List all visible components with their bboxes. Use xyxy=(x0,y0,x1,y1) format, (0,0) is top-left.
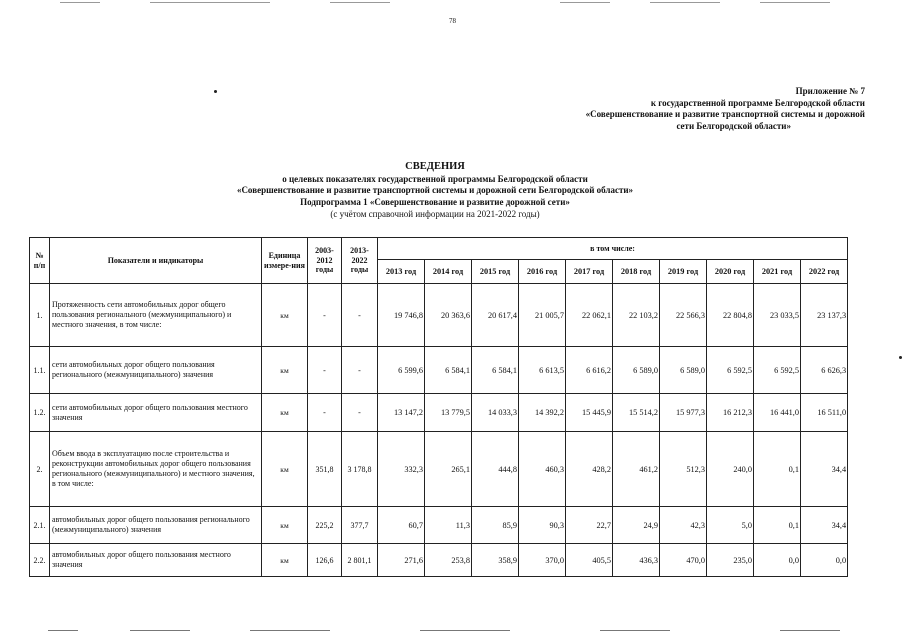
row-value: 34,4 xyxy=(801,507,848,544)
row-value: 6 599,6 xyxy=(378,347,425,394)
header-year: 2015 год xyxy=(472,260,519,284)
row-unit: км xyxy=(262,394,308,432)
annex-line: сети Белгородской области» xyxy=(676,121,791,132)
row-value: 6 584,1 xyxy=(472,347,519,394)
header-year: 2022 год xyxy=(801,260,848,284)
row-value: 6 592,5 xyxy=(707,347,754,394)
row-num: 1.2. xyxy=(30,394,50,432)
row-value: 16 441,0 xyxy=(754,394,801,432)
row-value: 20 363,6 xyxy=(425,284,472,347)
row-value: 358,9 xyxy=(472,544,519,577)
annex-block xyxy=(500,86,865,133)
row-value: 470,0 xyxy=(660,544,707,577)
header-year: 2021 год xyxy=(754,260,801,284)
row-num: 1.1. xyxy=(30,347,50,394)
row-value: 6 626,3 xyxy=(801,347,848,394)
annex-line: «Совершенствование и развитие транспортной системы и дорожной xyxy=(585,109,865,120)
header-unit: Единица измере-ния xyxy=(262,238,308,284)
table-row xyxy=(30,347,848,394)
row-value: 15 977,3 xyxy=(660,394,707,432)
row-2013-2022: - xyxy=(342,284,378,347)
row-value: 332,3 xyxy=(378,432,425,507)
row-value: 6 592,5 xyxy=(754,347,801,394)
header-year: 2016 год xyxy=(519,260,566,284)
indicators-table xyxy=(29,237,848,577)
row-unit: км xyxy=(262,347,308,394)
row-value: 405,5 xyxy=(566,544,613,577)
header-num: № п/п xyxy=(30,238,50,284)
heading-line: о целевых показателях государственной программы Белгородской области xyxy=(282,173,588,184)
row-2003-2012: 126,6 xyxy=(308,544,342,577)
header-year: 2019 год xyxy=(660,260,707,284)
table-row xyxy=(30,432,848,507)
document-heading xyxy=(150,160,720,220)
row-num: 2.2. xyxy=(30,544,50,577)
row-value: 16 212,3 xyxy=(707,394,754,432)
row-value: 20 617,4 xyxy=(472,284,519,347)
heading-note: (с учётом справочной информации на 2021-2022 годы) xyxy=(330,208,540,219)
table-row xyxy=(30,284,848,347)
row-2003-2012: - xyxy=(308,394,342,432)
header-name: Показатели и индикаторы xyxy=(50,238,262,284)
row-2013-2022: 2 801,1 xyxy=(342,544,378,577)
row-value: 0,1 xyxy=(754,507,801,544)
heading-subprogram: Подпрограмма 1 «Совершенствование и развитие дорожной сети» xyxy=(300,197,570,208)
table-row xyxy=(30,394,848,432)
row-name: сети автомобильных дорог общего пользования местного значения xyxy=(50,394,262,432)
row-value: 265,1 xyxy=(425,432,472,507)
row-value: 22 804,8 xyxy=(707,284,754,347)
row-2013-2022: - xyxy=(342,347,378,394)
row-value: 6 613,5 xyxy=(519,347,566,394)
header-year: 2020 год xyxy=(707,260,754,284)
row-value: 14 392,2 xyxy=(519,394,566,432)
row-num: 2. xyxy=(30,432,50,507)
row-value: 22,7 xyxy=(566,507,613,544)
row-value: 13 779,5 xyxy=(425,394,472,432)
page-number: 78 xyxy=(449,17,456,25)
row-name: Протяженность сети автомобильных дорог общего пользования регионального (межмуниципального) и местного значения, в том числе: xyxy=(50,284,262,347)
row-name: Объем ввода в эксплуатацию после строительства и реконструкции автомобильных дорог общего пользования регионального (межмуниципального) и местного значения, в том числе: xyxy=(50,432,262,507)
row-value: 24,9 xyxy=(613,507,660,544)
row-value: 6 616,2 xyxy=(566,347,613,394)
row-value: 370,0 xyxy=(519,544,566,577)
row-value: 512,3 xyxy=(660,432,707,507)
row-2013-2022: - xyxy=(342,394,378,432)
row-value: 0,0 xyxy=(801,544,848,577)
row-value: 271,6 xyxy=(378,544,425,577)
annex-line: Приложение № 7 xyxy=(795,86,865,96)
row-value: 34,4 xyxy=(801,432,848,507)
row-value: 11,3 xyxy=(425,507,472,544)
row-unit: км xyxy=(262,284,308,347)
row-value: 13 147,2 xyxy=(378,394,425,432)
row-value: 19 746,8 xyxy=(378,284,425,347)
row-value: 240,0 xyxy=(707,432,754,507)
row-value: 42,3 xyxy=(660,507,707,544)
row-2013-2022: 377,7 xyxy=(342,507,378,544)
row-value: 6 589,0 xyxy=(613,347,660,394)
row-value: 60,7 xyxy=(378,507,425,544)
row-2003-2012: - xyxy=(308,347,342,394)
scan-speck xyxy=(214,90,217,93)
row-2003-2012: 225,2 xyxy=(308,507,342,544)
row-value: 428,2 xyxy=(566,432,613,507)
header-year: 2013 год xyxy=(378,260,425,284)
header-year: 2018 год xyxy=(613,260,660,284)
header-2013-2022: 2013-2022 годы xyxy=(342,238,378,284)
table-row xyxy=(30,507,848,544)
row-value: 461,2 xyxy=(613,432,660,507)
document-title: СВЕДЕНИЯ xyxy=(405,161,465,172)
heading-line: «Совершенствование и развитие транспортной системы и дорожной сети Белгородской области» xyxy=(236,185,634,196)
row-value: 21 005,7 xyxy=(519,284,566,347)
row-value: 90,3 xyxy=(519,507,566,544)
annex-line: к государственной программе Белгородской области xyxy=(650,97,865,108)
row-value: 253,8 xyxy=(425,544,472,577)
row-value: 6 589,0 xyxy=(660,347,707,394)
row-name: сети автомобильных дорог общего пользования регионального (межмуниципального) значения xyxy=(50,347,262,394)
row-value: 16 511,0 xyxy=(801,394,848,432)
row-value: 22 566,3 xyxy=(660,284,707,347)
row-value: 444,8 xyxy=(472,432,519,507)
row-value: 0,0 xyxy=(754,544,801,577)
header-2003-2012: 2003-2012 годы xyxy=(308,238,342,284)
row-value: 15 514,2 xyxy=(613,394,660,432)
row-unit: км xyxy=(262,432,308,507)
header-year: 2017 год xyxy=(566,260,613,284)
row-2003-2012: 351,8 xyxy=(308,432,342,507)
scan-speck xyxy=(899,356,902,359)
row-value: 23 033,5 xyxy=(754,284,801,347)
row-value: 0,1 xyxy=(754,432,801,507)
row-num: 2.1. xyxy=(30,507,50,544)
row-value: 15 445,9 xyxy=(566,394,613,432)
row-num: 1. xyxy=(30,284,50,347)
row-2003-2012: - xyxy=(308,284,342,347)
row-value: 23 137,3 xyxy=(801,284,848,347)
row-value: 235,0 xyxy=(707,544,754,577)
row-value: 436,3 xyxy=(613,544,660,577)
header-year: 2014 год xyxy=(425,260,472,284)
row-value: 85,9 xyxy=(472,507,519,544)
row-value: 22 062,1 xyxy=(566,284,613,347)
row-value: 22 103,2 xyxy=(613,284,660,347)
row-value: 6 584,1 xyxy=(425,347,472,394)
row-name: автомобильных дорог общего пользования местного значения xyxy=(50,544,262,577)
row-value: 14 033,3 xyxy=(472,394,519,432)
row-unit: км xyxy=(262,544,308,577)
header-including: в том числе: xyxy=(378,238,848,260)
row-value: 5,0 xyxy=(707,507,754,544)
row-unit: км xyxy=(262,507,308,544)
row-value: 460,3 xyxy=(519,432,566,507)
row-name: автомобильных дорог общего пользования регионального (межмуниципального) значения xyxy=(50,507,262,544)
row-2013-2022: 3 178,8 xyxy=(342,432,378,507)
table-row xyxy=(30,544,848,577)
